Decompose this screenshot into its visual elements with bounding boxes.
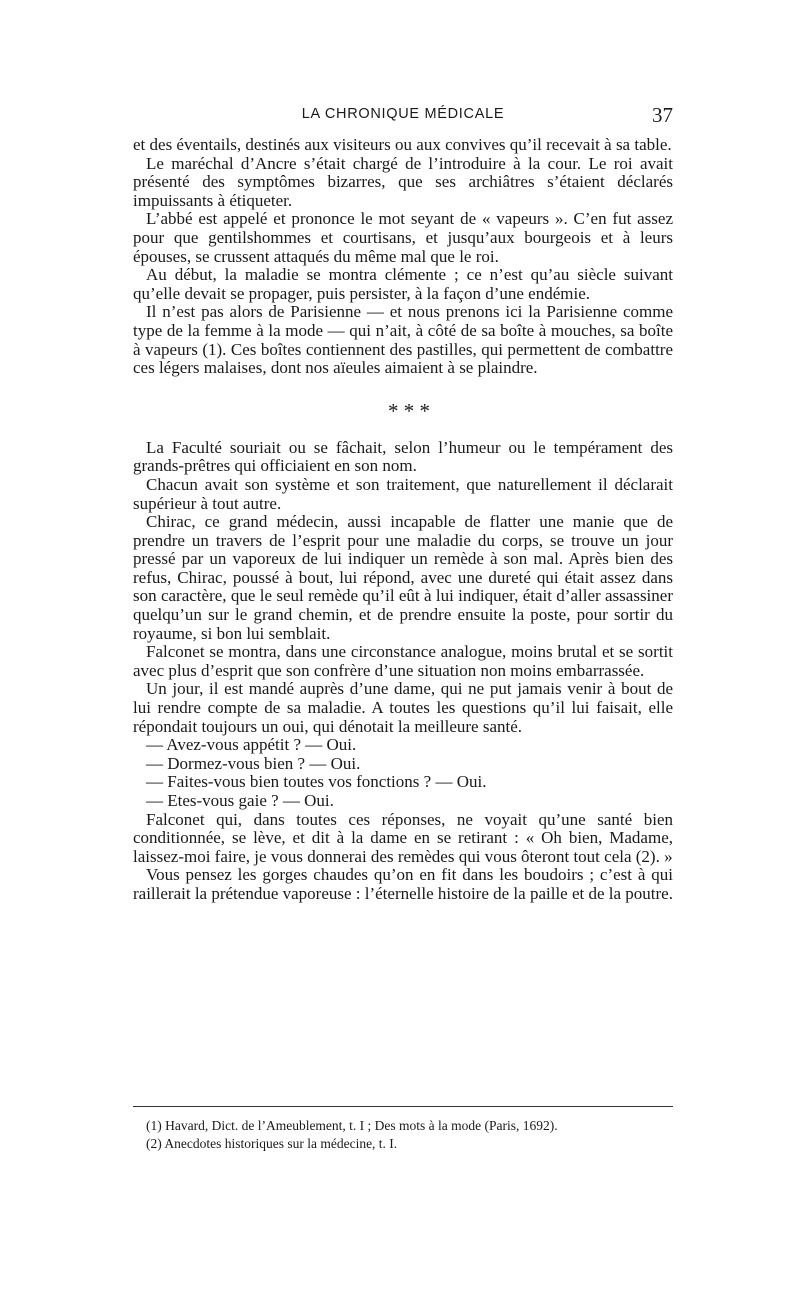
section-separator: * * * [388, 398, 430, 423]
paragraph: Chacun avait son système et son traitement, que naturellement il déclarait supérieur à tout autre. [133, 474, 673, 513]
dialogue-line: — Etes-vous gaie ? — Oui. [146, 791, 334, 810]
paragraph: Il n’est pas alors de Parisienne — et nous prenons ici la Parisienne comme type de la femme à la mode — qui n’ait, à côté de sa boîte à mouches, sa boîte à vapeurs (1). Ces boîtes contiennent des pastilles, qui permettent de combattre ces légers malaises, dont nos aïeules aimaient à se plaindre. [133, 302, 673, 378]
paragraph: Chirac, ce grand médecin, aussi incapable de flatter une manie que de prendre un travers de l’esprit pour une maladie du corps, se trouve un jour pressé par un vaporeux de lui indiquer un remède à son mal. Après bien des refus, Chirac, poussé à bout, lui répond, avec une dureté qui était assez dans son caractère, que le seul remède qu’il eût à lui indiquer, était d’aller assassiner quelqu’un sur le grand chemin, et de prendre ensuite la poste, pour sortir du royaume, si bon lui semblait. [133, 512, 673, 643]
dialogue-line: — Faites-vous bien toutes vos fonctions ? — Oui. [146, 772, 487, 792]
paragraph: Falconet qui, dans toutes ces réponses, ne voyait qu’une santé bien conditionnée, se lève, et dit à la dame en se retirant : « Oh bien, Madame, laissez-moi faire, je vous donnerai des remèdes qui vous ôteront tout cela (2). » [133, 809, 673, 866]
dialogue-line: — Avez-vous appétit ? — Oui. [146, 735, 357, 755]
running-title: LA CHRONIQUE MÉDICALE [301, 106, 505, 122]
paragraph: L’abbé est appelé et prononce le mot seyant de « vapeurs ». C’en fut assez pour que gentilshommes et courtisans, et jusqu’aux bourgeois et à leurs épouses, se crussent attaqués du même mal que le roi. [133, 209, 673, 266]
paragraph: La Faculté souriait ou se fâchait, selon l’humeur ou le tempérament des grands-prêtres qui officiaient en son nom. [133, 437, 673, 476]
paragraph: Falconet se montra, dans une circonstance analogue, moins brutal et se sortit avec plus d’esprit que son confrère d’une situation non moins embarrassée. [133, 642, 673, 680]
footnote-rule [133, 1106, 673, 1107]
footnote: (1) Havard, Dict. de l’Ameublement, t. I ; Des mots à la mode (Paris, 1692). [146, 1118, 558, 1133]
paragraph: Vous pensez les gorges chaudes qu’on en fit dans les boudoirs ; c’est à qui raillerait la prétendue vaporeuse : l’éternelle histoire de la paille et de la poutre. [133, 865, 673, 903]
page-header [133, 103, 673, 129]
footnote: (2) Anecdotes historiques sur la médecine, t. I. [146, 1136, 398, 1151]
dialogue-line: — Dormez-vous bien ? — Oui. [146, 753, 361, 773]
paragraph: Le maréchal d’Ancre s’était chargé de l’introduire à la cour. Le roi avait présenté des symptômes bizarres, que ses archiâtres s’étaient déclarés impuissants à étiqueter. [133, 153, 673, 210]
footnotes [133, 1106, 673, 1153]
page-number: 37 [652, 103, 673, 127]
paragraph: Au début, la maladie se montra clémente ; ce n’est qu’au siècle suivant qu’elle devait se propager, puis persister, à la façon d’une endémie. [133, 265, 673, 303]
paragraph: et des éventails, destinés aux visiteurs ou aux convives qu’il recevait à sa table. [133, 135, 672, 154]
paragraph: Un jour, il est mandé auprès d’une dame, qui ne put jamais venir à bout de lui rendre compte de sa maladie. A toutes les questions qu’il lui faisait, elle répondait toujours un oui, qui dénotait la meilleure santé. [133, 679, 673, 736]
body-text [133, 136, 673, 904]
